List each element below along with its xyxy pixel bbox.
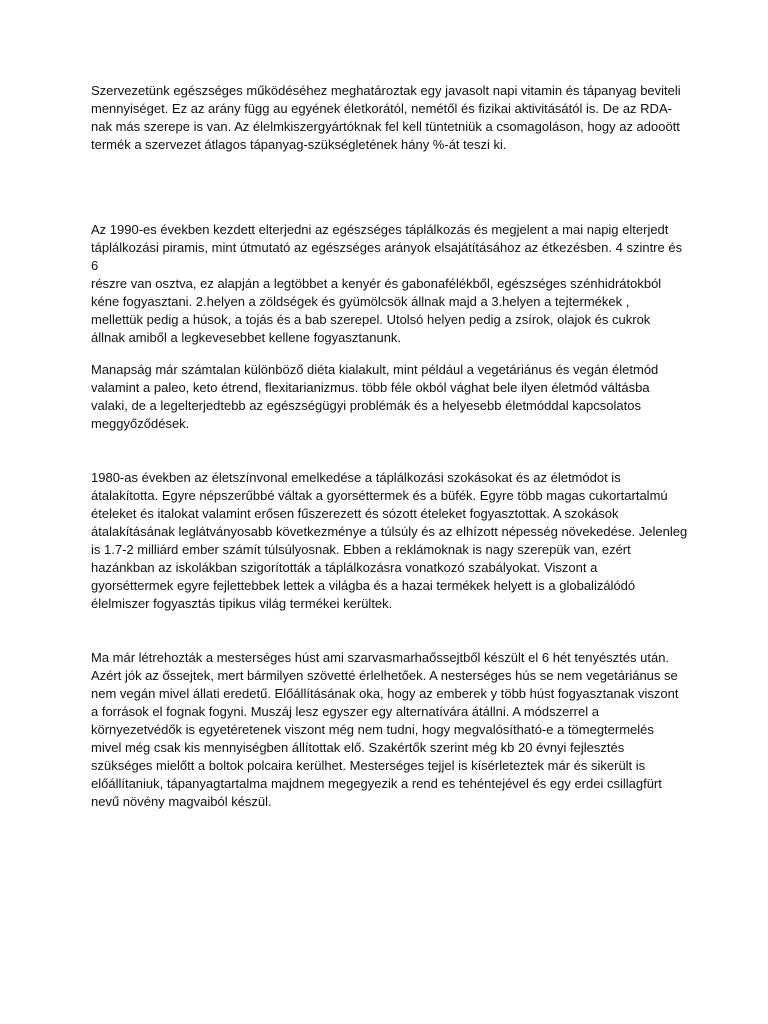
paragraph-rda: Szervezetünk egészséges működéséhez meghatároztak egy javasolt napi vitamin és tápanyag beviteli mennyiséget. Ez az arány függ au egyének életkorától, nemétől és fizikai aktivitásától is. De az RDA- nak más szerepe is van. Az élelmkiszergyártóknak fel kell tüntetniük a csomagoláson, hogy az adooött termék a szervezet átlagos tápanyag-szükségletének hány %-át teszi ki. — [91, 83, 681, 152]
paragraph-artificial-meat: Ma már létrehozták a mesterséges húst ami szarvasmarhaőssejtből készült el 6 hét tenyésztés után. Azért jók az őssejtek, mert bármilyen szövetté érlelhetőek. A nesterséges hús se nem vegetáriánus se nem vegán mivel állati eredetű. Előállításának oka, hogy az emberek y több húst fogyasztanak viszont a források el fognak fogyni. Muszáj lesz egyszer egy alternatívára átállni. A módszerrel a környezetvédők is egyetéretenek viszont még nem tudni, hogy megvalósítható-e a tömegtermelés mivel még csak kis mennyiségben állítottak elő. Szakértők szerint még kb 20 évnyi fejlesztés szükséges mielőtt a boltok polcaira kerülhet. Mesterséges tejjel is kísérleteztek már és sikerült is előállítaniuk, tápanyagtartalma majdnem megegyezik a rend es tehéntejével és egy erdei csillagfürt nevű növény magvaiból készül. — [91, 650, 679, 809]
paragraph-diets: Manapság már számtalan különböző diéta kialakult, mint például a vegetáriánus és vegán életmód valamint a paleo, keto étrend, flexitarianizmus. több féle okból vághat bele ilyen életmód váltásba valaki, de a legelterjedtebb az egészségügyi problémák és a helyesebb életmóddal kapcsolatos meggyőződések. — [91, 362, 659, 431]
paragraph-food-pyramid: Az 1990-es években kezdett elterjedni az egészséges táplálkozás és megjelent a mai napig elterjedt táplálkozási piramis, mint útmutató az egészséges arányok elsajátításához az étkezésben. 4 szintre és 6 részre van osztva, ez alapján a legtöbbet a kenyér és gabonafélékből, egészséges szénhidrátokból kéne fogyasztani. 2.helyen a zöldségek és gyümölcsök állnak majd a 3.helyen a tejtermékek , mellettük pedig a húsok, a tojás és a bab szerepel. Utolsó helyen pedig a zsírok, olajok és cukrok állnak amiből a legkevesebbet kellene fogyasztanunk. — [91, 222, 683, 345]
paragraph-1980s-habits: 1980-as években az életszínvonal emelkedése a táplálkozási szokásokat és az életmódot is átalakította. Egyre népszerűbbé váltak a gyorséttermek és a büfék. Egyre több magas cukortartalmú ételeket és italokat valamint erősen fűszerezett és sózott ételeket fogyasztottak. A szokások átalakításának leglátványosabb következménye a túlsúly és az elhízott népesség növekedése. Jelenleg is 1.7-2 milliárd ember számít túlsúlyosnak. Ebben a reklámoknak is nagy szerepük van, ezért hazánkban az iskolákban szigorították a táplálkozásra vonatkozó szabályokat. Viszont a gyorséttermek egyre fejlettebbek lettek a világba és a hazai termékek helyett is a globalizálódó élelmiszer fogyasztás tipikus világ termékei kerültek. — [91, 470, 688, 611]
